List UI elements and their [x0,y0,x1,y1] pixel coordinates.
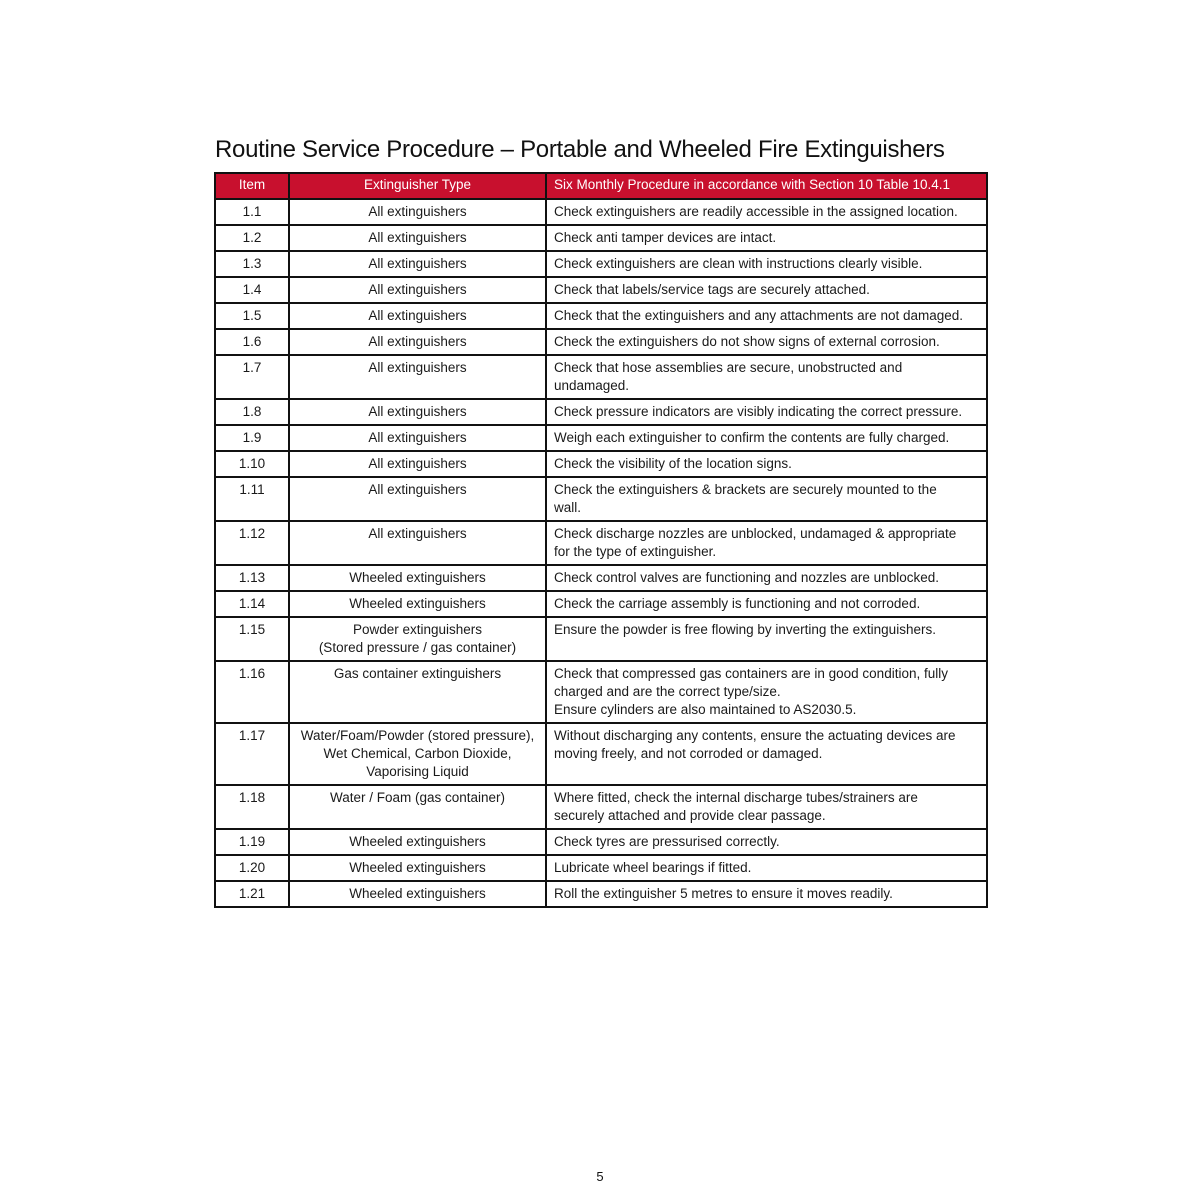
table-row [215,829,987,855]
item-cell [215,251,289,277]
procedure-cell-text: Check the carriage assembly is functioning and not corroded. [554,596,921,611]
item-cell [215,225,289,251]
procedure-cell-text: Check extinguishers are clean with instructions clearly visible. [554,256,923,271]
table-row [215,225,987,251]
table-row [215,277,987,303]
page-number: 5 [596,1169,604,1184]
item-cell-text: 1.5 [242,308,262,323]
column-header-procedure: Six Monthly Procedure in accordance with Section 10 Table 10.4.1 [546,173,987,199]
table-row [215,723,987,785]
table-header [215,173,987,199]
extinguisher-type-cell [289,477,546,521]
item-cell-text: 1.3 [242,256,262,271]
extinguisher-type-cell [289,329,546,355]
procedure-cell [546,829,987,855]
extinguisher-type-cell-text: All extinguishers [368,282,467,297]
item-cell-text: 1.11 [239,482,265,497]
item-cell [215,565,289,591]
table-row [215,303,987,329]
table-row [215,329,987,355]
item-cell [215,617,289,661]
procedure-cell-text: Check control valves are functioning and nozzles are unblocked. [554,570,939,585]
procedure-cell [546,661,987,723]
item-cell-text: 1.1 [242,204,262,219]
item-cell-text: 1.13 [238,570,266,585]
procedure-cell [546,617,987,661]
item-cell-text: 1.19 [238,834,266,849]
procedure-cell-text: Where fitted, check the internal discharge tubes/strainers are securely attached and provide clear passage. [554,790,918,823]
extinguisher-type-cell [289,521,546,565]
procedure-cell [546,785,987,829]
item-cell [215,723,289,785]
item-cell [215,661,289,723]
procedure-cell [546,277,987,303]
procedure-cell-text: Check pressure indicators are visibly indicating the correct pressure. [554,404,963,419]
item-cell-text: 1.8 [242,404,262,419]
table-row [215,661,987,723]
procedure-cell [546,565,987,591]
extinguisher-type-cell-text: All extinguishers [368,456,467,471]
item-cell [215,521,289,565]
header-row [215,173,987,199]
item-cell-text: 1.17 [238,728,266,743]
procedure-cell [546,425,987,451]
extinguisher-type-cell-text: Wheeled extinguishers [349,570,486,585]
procedure-cell [546,225,987,251]
procedure-cell-text: Ensure the powder is free flowing by inverting the extinguishers. [554,622,936,637]
extinguisher-type-cell-text: Wheeled extinguishers [349,834,486,849]
extinguisher-type-cell-text: Powder extinguishers (Stored pressure / gas container) [318,622,517,655]
extinguisher-type-cell [289,591,546,617]
procedure-cell-text: Check anti tamper devices are intact. [554,230,777,245]
procedure-cell-text: Check tyres are pressurised correctly. [554,834,780,849]
table-row [215,881,987,907]
extinguisher-type-cell [289,617,546,661]
extinguisher-type-cell-text: All extinguishers [368,526,467,541]
table-row [215,477,987,521]
procedure-cell [546,355,987,399]
table-row [215,355,987,399]
item-cell-text: 1.14 [238,596,266,611]
extinguisher-type-cell [289,399,546,425]
item-cell [215,199,289,225]
table-row [215,425,987,451]
extinguisher-type-cell [289,829,546,855]
item-cell-text: 1.21 [238,886,266,901]
procedure-cell-text: Weigh each extinguisher to confirm the contents are fully charged. [554,430,950,445]
extinguisher-type-cell-text: All extinguishers [368,482,467,497]
extinguisher-type-cell-text: All extinguishers [368,404,467,419]
procedure-cell-text: Check that compressed gas containers are in good condition, fully charged and are the correct type/size. Ensure cylinders are also maintained to AS2030.5. [554,666,948,717]
procedure-cell [546,251,987,277]
table-body [215,199,987,907]
extinguisher-type-cell-text: Water / Foam (gas container) [329,790,506,805]
item-cell [215,855,289,881]
item-cell-text: 1.4 [242,282,262,297]
procedure-cell-text: Check the visibility of the location signs. [554,456,792,471]
column-header-item: Item [215,173,289,199]
item-cell [215,829,289,855]
item-cell [215,591,289,617]
extinguisher-type-cell [289,855,546,881]
item-cell-text: 1.9 [242,430,262,445]
procedure-cell [546,451,987,477]
item-cell-text: 1.16 [238,666,266,681]
procedure-cell [546,591,987,617]
item-cell [215,477,289,521]
item-cell-text: 1.2 [242,230,262,245]
procedure-cell [546,199,987,225]
table-row [215,855,987,881]
procedure-cell-text: Check discharge nozzles are unblocked, undamaged & appropriate for the type of extinguisher. [554,526,957,559]
extinguisher-type-cell [289,785,546,829]
table-row [215,251,987,277]
extinguisher-type-cell-text: All extinguishers [368,360,467,375]
procedure-cell-text: Check that hose assemblies are secure, unobstructed and undamaged. [554,360,903,393]
item-cell [215,277,289,303]
procedure-cell-text: Check the extinguishers do not show signs of external corrosion. [554,334,940,349]
procedure-cell-text: Check that labels/service tags are securely attached. [554,282,870,297]
extinguisher-type-cell [289,355,546,399]
extinguisher-type-cell-text: Wheeled extinguishers [349,860,486,875]
extinguisher-type-cell-text: Water/Foam/Powder (stored pressure), Wet Chemical, Carbon Dioxide, Vaporising Liquid [300,728,535,779]
procedure-cell [546,329,987,355]
procedure-cell [546,521,987,565]
extinguisher-type-cell [289,303,546,329]
item-cell-text: 1.18 [238,790,266,805]
item-cell [215,399,289,425]
extinguisher-type-cell-text: Wheeled extinguishers [349,886,486,901]
item-cell [215,355,289,399]
extinguisher-type-cell-text: Wheeled extinguishers [349,596,486,611]
table-row [215,399,987,425]
extinguisher-type-cell-text: All extinguishers [368,334,467,349]
item-cell [215,303,289,329]
item-cell-text: 1.10 [238,456,266,471]
procedure-cell-text: Check that the extinguishers and any attachments are not damaged. [554,308,964,323]
procedure-cell-text: Lubricate wheel bearings if fitted. [554,860,752,875]
service-procedure-table [214,172,988,908]
extinguisher-type-cell [289,199,546,225]
extinguisher-type-cell-text: All extinguishers [368,204,467,219]
item-cell-text: 1.12 [238,526,266,541]
table-row [215,451,987,477]
table-row [215,591,987,617]
item-cell [215,881,289,907]
table-row [215,521,987,565]
extinguisher-type-cell [289,661,546,723]
procedure-cell [546,477,987,521]
table-row [215,617,987,661]
extinguisher-type-cell-text: All extinguishers [368,430,467,445]
extinguisher-type-cell [289,881,546,907]
item-cell [215,785,289,829]
item-cell [215,425,289,451]
extinguisher-type-cell [289,277,546,303]
extinguisher-type-cell-text: All extinguishers [368,230,467,245]
extinguisher-type-cell-text: All extinguishers [368,256,467,271]
procedure-cell-text: Check the extinguishers & brackets are securely mounted to the wall. [554,482,937,515]
extinguisher-type-cell [289,723,546,785]
extinguisher-type-cell [289,451,546,477]
procedure-cell-text: Check extinguishers are readily accessible in the assigned location. [554,204,958,219]
extinguisher-type-cell [289,425,546,451]
extinguisher-type-cell [289,251,546,277]
procedure-cell [546,399,987,425]
procedure-cell-text: Without discharging any contents, ensure the actuating devices are moving freely, and not corroded or damaged. [554,728,956,761]
item-cell [215,329,289,355]
table-row [215,565,987,591]
item-cell-text: 1.7 [242,360,262,375]
extinguisher-type-cell [289,225,546,251]
extinguisher-type-cell [289,565,546,591]
page-title: Routine Service Procedure – Portable and Wheeled Fire Extinguishers [215,136,945,164]
procedure-cell [546,303,987,329]
procedure-cell [546,881,987,907]
item-cell-text: 1.20 [238,860,266,875]
procedure-cell [546,855,987,881]
item-cell-text: 1.6 [242,334,262,349]
extinguisher-type-cell-text: Gas container extinguishers [333,666,502,681]
table-row [215,785,987,829]
item-cell-text: 1.15 [238,622,266,637]
procedure-cell-text: Roll the extinguisher 5 metres to ensure it moves readily. [554,886,893,901]
table-row [215,199,987,225]
item-cell [215,451,289,477]
extinguisher-type-cell-text: All extinguishers [368,308,467,323]
column-header-extinguisher-type: Extinguisher Type [289,173,546,199]
procedure-cell [546,723,987,785]
